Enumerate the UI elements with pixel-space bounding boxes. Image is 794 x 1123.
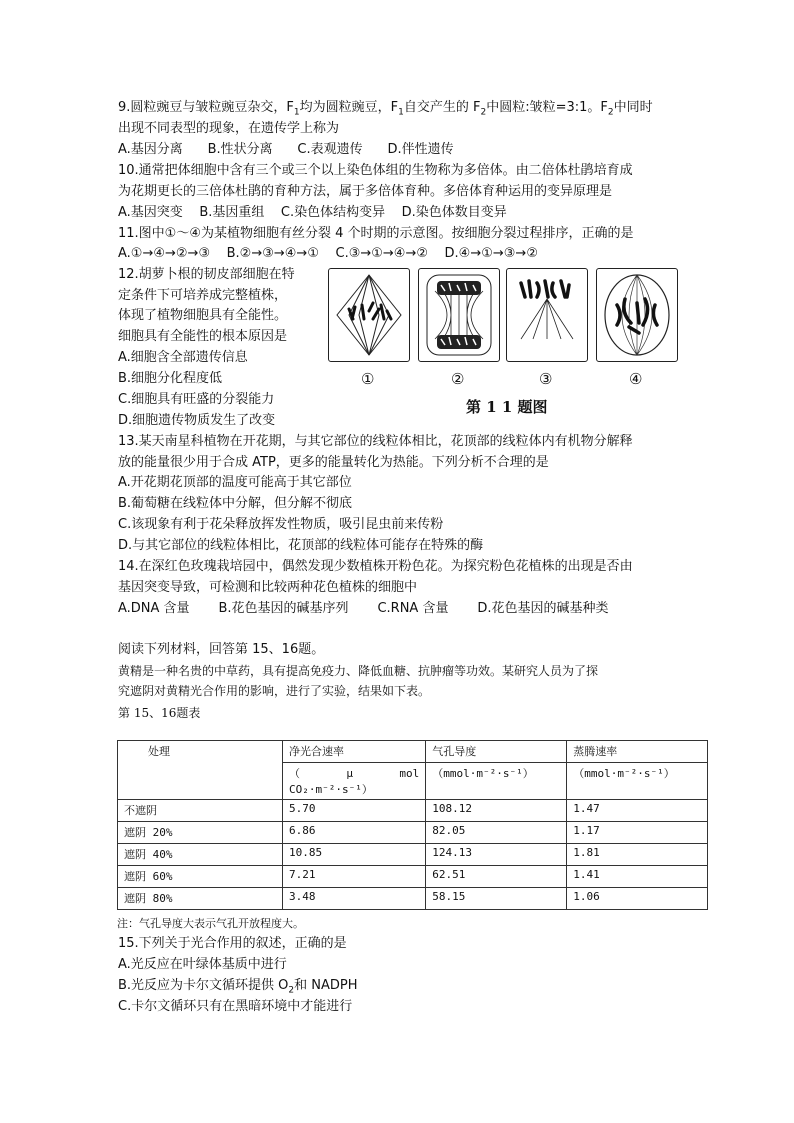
q13-option-b: B.葡萄糖在线粒体中分解，但分解不彻底 xyxy=(118,496,353,511)
q12-option-d: D.细胞遗传物质发生了改变 xyxy=(118,413,276,428)
table-note: 注：气孔导度大表示气孔开放程度大。 xyxy=(117,917,304,930)
q13-stem-line1: 13.某天南星科植物在开花期，与其它部位的线粒体相比，花顶部的线粒体内有机物分解释 xyxy=(118,434,633,449)
cell-transpiration: 1.17 xyxy=(567,822,708,844)
q15-option-a: A.光反应在叶绿体基质中进行 xyxy=(118,957,287,972)
q10-options: A.基因突变 B.基因重组 C.染色体结构变异 D.染色体数目变异 xyxy=(118,205,507,220)
row-label: 遮阴 60% xyxy=(118,866,283,888)
row-label: 不遮阴 xyxy=(118,800,283,822)
q13-option-a: A.开花期花顶部的温度可能高于其它部位 xyxy=(118,475,352,490)
row-label: 遮阴 40% xyxy=(118,844,283,866)
q10-stem-line1: 10.通常把体细胞中含有三个或三个以上染色体组的生物称为多倍体。由二倍体杜鹃培育成 xyxy=(118,163,633,178)
q13-stem-line2: 放的能量很少用于合成 ATP，更多的能量转化为热能。下列分析不合理的是 xyxy=(118,455,549,470)
cell-net-photosynthesis: 3.48 xyxy=(283,888,426,910)
header-net-photosynthesis: 净光合速率 xyxy=(283,741,426,763)
material-para-line2: 究遮阴对黄精光合作用的影响，进行了实验，结果如下表。 xyxy=(118,684,431,698)
q14-options: A.DNA 含量 B.花色基因的碱基序列 C.RNA 含量 D.花色基因的碱基种类 xyxy=(118,601,609,616)
cell-figure-4 xyxy=(596,268,678,362)
q12-option-c: C.细胞具有旺盛的分裂能力 xyxy=(118,392,275,407)
row-label: 遮阴 20% xyxy=(118,822,283,844)
cell-net-photosynthesis: 10.85 xyxy=(283,844,426,866)
material-para-line1: 黄精是一种名贵的中草药，具有提高免疫力、降低血糖、抗肿瘤等功效。某研究人员为了探 xyxy=(118,664,599,678)
cell-figure-2 xyxy=(418,268,500,362)
q13-option-c: C.该现象有利于花朵释放挥发性物质，吸引昆虫前来传粉 xyxy=(118,517,444,532)
header-stomatal-conductance: 气孔导度 xyxy=(426,741,567,763)
cell-transpiration: 1.47 xyxy=(567,800,708,822)
cell-stomatal-conductance: 58.15 xyxy=(426,888,567,910)
cell-transpiration: 1.06 xyxy=(567,888,708,910)
figure-label-1: ① xyxy=(361,370,375,388)
cell-net-photosynthesis: 5.70 xyxy=(283,800,426,822)
q9-options: A.基因分离 B.性状分离 C.表观遗传 D.伴性遗传 xyxy=(118,142,454,157)
material-intro: 阅读下列材料，回答第 15、16题。 xyxy=(118,642,325,657)
q15-option-c: C.卡尔文循环只有在黑暗环境中才能进行 xyxy=(118,999,353,1014)
cell-figure-1 xyxy=(328,268,410,362)
header-treatment: 处理 xyxy=(118,741,283,800)
cell-stomatal-conductance: 124.13 xyxy=(426,844,567,866)
q13-option-d: D.与其它部位的线粒体相比，花顶部的线粒体可能存在特殊的酶 xyxy=(118,538,484,553)
cell-figure-3 xyxy=(506,268,588,362)
cell-stomatal-conductance: 62.51 xyxy=(426,866,567,888)
q11-stem: 11.图中①～④为某植物细胞有丝分裂 4 个时期的示意图。按细胞分裂过程排序，正确的是 xyxy=(118,226,634,241)
cell-stomatal-conductance: 82.05 xyxy=(426,822,567,844)
table-row xyxy=(118,800,708,822)
unit-transpiration: （mmol·m⁻²·s⁻¹） xyxy=(567,763,708,800)
cell-transpiration: 1.41 xyxy=(567,866,708,888)
q14-stem-line1: 14.在深红色玫瑰栽培园中，偶然发现少数植株开粉色花。为探究粉色花植株的出现是否由 xyxy=(118,559,633,574)
figure-label-4: ④ xyxy=(629,370,643,388)
unit-stomatal-conductance: （mmol·m⁻²·s⁻¹） xyxy=(426,763,567,800)
q12-option-a: A.细胞含全部遗传信息 xyxy=(118,350,248,365)
figure-label-2: ② xyxy=(451,370,465,388)
row-label: 遮阴 80% xyxy=(118,888,283,910)
table-title: 第 15、16题表 xyxy=(118,706,201,720)
figure-label-3: ③ xyxy=(539,370,553,388)
data-table xyxy=(117,740,708,910)
q12-stem-line4: 细胞具有全能性的根本原因是 xyxy=(118,329,288,344)
q15-option-b: B.光反应为卡尔文循环提供 $O_2$和 NADPH xyxy=(118,978,358,996)
q9-stem-line1: 9.圆粒豌豆与皱粒豌豆杂交，$F_1$均为圆粒豌豆，$F_1$自交产生的 $F_2$中圆粒:皱粒=3:1。$F_2$中同时 xyxy=(118,100,653,118)
table-header-row xyxy=(118,741,708,763)
q14-stem-line2: 基因突变导致，可检测和比较两种花色植株的细胞中 xyxy=(118,580,418,595)
table-row xyxy=(118,866,708,888)
q12-stem-line3: 体现了植物细胞具有全能性。 xyxy=(118,308,288,323)
unit-net-photosynthesis: （ μ mol CO₂·m⁻²·s⁻¹） xyxy=(283,763,426,800)
q11-options: A.①→④→②→③ B.②→③→④→① C.③→①→④→② D.④→①→③→② xyxy=(118,246,538,261)
table-row xyxy=(118,888,708,910)
header-transpiration: 蒸腾速率 xyxy=(567,741,708,763)
cell-transpiration: 1.81 xyxy=(567,844,708,866)
cell-stomatal-conductance: 108.12 xyxy=(426,800,567,822)
figure-caption: 第 1 1 题图 xyxy=(466,398,548,416)
q15-stem: 15.下列关于光合作用的叙述，正确的是 xyxy=(118,936,347,951)
q10-stem-line2: 为花期更长的三倍体杜鹃的育种方法，属于多倍体育种。多倍体育种运用的变异原理是 xyxy=(118,184,613,199)
cell-net-photosynthesis: 6.86 xyxy=(283,822,426,844)
cell-net-photosynthesis: 7.21 xyxy=(283,866,426,888)
q9-stem-line2: 出现不同表型的现象，在遗传学上称为 xyxy=(118,121,340,136)
table-row xyxy=(118,822,708,844)
q12-stem-line2: 定条件下可培养成完整植株， xyxy=(118,288,288,303)
q12-stem-line1: 12.胡萝卜根的韧皮部细胞在特 xyxy=(118,267,295,282)
q12-option-b: B.细胞分化程度低 xyxy=(118,371,223,386)
table-row xyxy=(118,844,708,866)
